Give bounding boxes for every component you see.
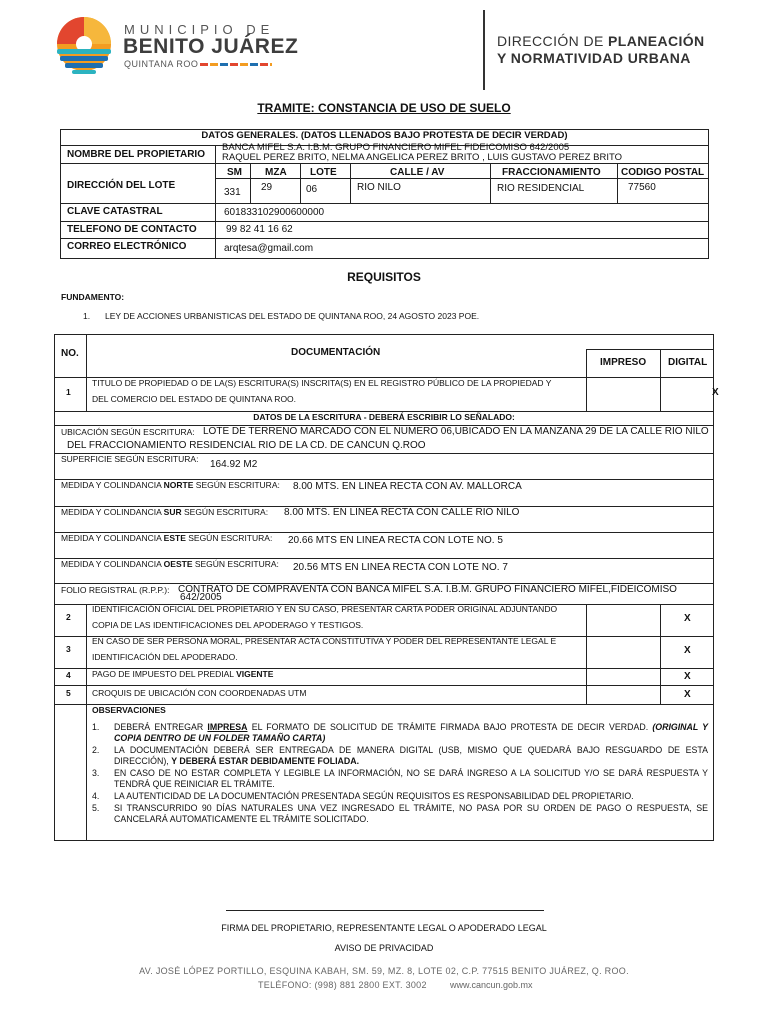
email-value: arqtesa@gmail.com [224,243,314,254]
tel-value: 99 82 41 16 62 [226,224,293,235]
row4-text: PAGO DE IMPUESTO DEL PREDIAL VIGENTE [92,669,274,679]
superficie-label: SUPERFICIE SEGÚN ESCRITURA: [61,454,199,464]
tel-label: TELEFONO DE CONTACTO [67,224,197,235]
direccion-line2: Y NORMATIVIDAD URBANA [497,50,691,66]
norte-label: MEDIDA Y COLINDANCIA NORTE SEGÚN ESCRITURA: [61,480,280,490]
oeste-label: MEDIDA Y COLINDANCIA OESTE SEGÚN ESCRITURA: [61,559,279,569]
municipio-name: BENITO JUÁREZ [123,35,299,58]
header-divider [483,10,485,90]
sur-value: 8.00 MTS. EN LINEA RECTA CON CALLE RIO NILO [284,507,520,518]
owner-label: NOMBRE DEL PROPIETARIO [67,149,205,160]
superficie-value: 164.92 M2 [210,459,258,470]
col-mza: MZA [265,167,287,178]
sm-value: 331 [224,187,241,198]
email-label: CORREO ELECTRÓNICO [67,241,187,252]
sur-label: MEDIDA Y COLINDANCIA SUR SEGÚN ESCRITURA: [61,507,269,517]
escritura-heading: DATOS DE LA ESCRITURA - DEBERÁ ESCRIBIR LO SEÑALADO: [253,412,515,422]
mza-value: 29 [261,182,273,193]
aviso-privacidad-link[interactable]: AVISO DE PRIVACIDAD [334,943,434,953]
ubicacion-label: UBICACIÓN SEGÚN ESCRITURA: [61,427,195,437]
row4-digital-mark: X [684,671,691,682]
fundamento-num: 1. [83,311,91,321]
address-label: DIRECCIÓN DEL LOTE [67,180,176,191]
observacion-item: 4. LA AUTENTICIDAD DE LA DOCUMENTACIÓN PRESENTADA SEGÚN REQUISITOS ES RESPONSABILIDAD DEL PROPIETARIO. [92,790,634,801]
este-label: MEDIDA Y COLINDANCIA ESTE SEGÚN ESCRITURA: [61,533,273,543]
observacion-item: 3. EN CASO DE NO ESTAR COMPLETA Y LEGIBLE LA INFORMACIÓN, NO SE DARÁ INGRESO A LA SOLICITUD Y/O SE DARÁ RESPUESTA Y TENDRÁ QUE REINICIAR EL TRÁMITE. [92,767,708,789]
folio-line1: CONTRATO DE COMPRAVENTA CON BANCA MIFEL S.A. I.B.M. GRUPO FINANCIERO MIFEL,FIDEICOMISO [178,584,677,595]
row2-no: 2 [66,612,71,622]
folio-label: FOLIO REGISTRAL (R.P.P.): [61,585,170,595]
page-title: TRAMITE: CONSTANCIA DE USO DE SUELO [257,101,511,115]
col-calle: CALLE / AV [390,167,445,178]
row3-digital-mark: X [684,645,691,656]
row4-no: 4 [66,670,71,680]
municipio-logo-icon [54,16,114,76]
lote-value: 06 [306,184,318,195]
fundamento-text: LEY DE ACCIONES URBANISTICAS DEL ESTADO DE QUINTANA ROO, 24 AGOSTO 2023 POE. [105,311,480,321]
observacion-item: 5. SI TRANSCURRIDO 90 DÍAS NATURALES UNA VEZ INGRESADO EL TRÁMITE, NO PASA POR SU ORDEN DE PAGO O RESPUESTA, SE CANCELARÁ AUTOMATICAMENTE EL TRÁMITE SOLICITADO. [92,802,708,824]
row5-digital-mark: X [684,689,691,700]
clave-label: CLAVE CATASTRAL [67,206,163,217]
col-codigo-postal: CODIGO POSTAL [621,167,705,178]
general-heading: DATOS GENERALES. (DATOS LLENADOS BAJO PROTESTA DE DECIR VERDAD) [201,130,568,141]
requisitos-title: REQUISITOS [347,270,421,284]
observaciones-list [90,722,708,826]
header-documentacion: DOCUMENTACIÓN [291,347,381,358]
footer-website-link[interactable]: www.cancun.gob.mx [450,980,533,990]
footer-address: AV. JOSÉ LÓPEZ PORTILLO, ESQUINA KABAH, SM. 59, MZ. 8, LOTE 02, C.P. 77515 BENITO JUÁREZ, Q. ROO. [139,966,629,976]
row5-text: CROQUIS DE UBICACIÓN CON COORDENADAS UTM [92,688,307,698]
clave-value: 601833102900600000 [224,207,325,218]
col-fraccionamiento: FRACCIONAMIENTO [502,167,601,178]
municipio-label: MUNICIPIO DE [124,22,275,37]
footer-phone: TELÉFONO: (998) 881 2800 EXT. 3002 [258,980,427,990]
observacion-item: 2. LA DOCUMENTACIÓN DEBERÁ SER ENTREGADA DE MANERA DIGITAL (USB, MISMO QUE QUEDARÁ BAJO RESGUARDO DE ESTA DIRECCIÓN), Y DEBERÁ ESTAR DEBIDAMENTE FOLIADA. [92,744,708,766]
observacion-item: 1. DEBERÁ ENTREGAR IMPRESA EL FORMATO DE SOLICITUD DE TRÁMITE FIRMADA BAJO PROTESTA DE DECIR VERDAD. (ORIGINAL Y COPIA DENTRO DE UN FOLDER TAMAÑO CARTA) [92,722,708,743]
fundamento-label: FUNDAMENTO: [61,292,125,302]
este-value: 20.66 MTS EN LINEA RECTA CON LOTE NO. 5 [288,535,503,546]
calle-value: RIO NILO [357,182,401,193]
row5-no: 5 [66,688,71,698]
row2-line2: COPIA DE LAS IDENTIFICACIONES DEL APODERAGO Y TESTIGOS. [92,620,364,630]
folio-line2: 642/2005 [180,592,222,603]
oeste-value: 20.56 MTS EN LINEA RECTA CON LOTE NO. 7 [293,562,508,573]
observaciones-title: OBSERVACIONES [92,705,166,715]
row2-digital-mark: X [684,613,691,624]
row1-line2: DEL COMERCIO DEL ESTADO DE QUINTANA ROO. [92,394,297,404]
norte-value: 8.00 MTS. EN LINEA RECTA CON AV. MALLORCA [293,481,522,492]
header-impreso: IMPRESO [600,357,647,368]
color-stripe [200,63,272,66]
ubicacion-line1: LOTE DE TERRENO MARCADO CON EL NUMERO 06,UBICADO EN LA MANZANA 29 DE LA CALLE RIO NILO [203,426,709,437]
row3-line2: IDENTIFICACIÓN DEL APODERADO. [92,652,238,662]
firma-label: FIRMA DEL PROPIETARIO, REPRESENTANTE LEGAL O APODERADO LEGAL [221,923,547,933]
estado-label: QUINTANA ROO [124,59,199,69]
row2-line1: IDENTIFICACIÓN OFICIAL DEL PROPIETARIO Y EN SU CASO, PRESENTAR CARTA PODER ORIGINAL ADJUNTANDO [92,604,558,614]
col-sm: SM [227,167,242,178]
row1-digital-mark: X [712,387,719,398]
header-no: NO. [61,348,79,359]
row1-line1: TITULO DE PROPIEDAD O DE LA(S) ESCRITURA(S) INSCRITA(S) EN EL REGISTRO PÚBLICO DE LA PROPIEDAD Y [92,378,552,388]
direccion-line1: DIRECCIÓN DE PLANEACIÓN [497,33,705,49]
row3-no: 3 [66,644,71,654]
col-lote: LOTE [310,167,337,178]
signature-line [226,910,544,911]
header-digital: DIGITAL [668,357,708,368]
row3-line1: EN CASO DE SER PERSONA MORAL, PRESENTAR ACTA CONSTITUTIVA Y PODER DEL REPRESENTANTE LEGAL E [92,636,557,646]
fraccionamiento-value: RIO RESIDENCIAL [497,183,585,194]
row1-no: 1 [66,387,71,397]
codigo-postal-value: 77560 [628,182,656,193]
ubicacion-line2: DEL FRACCIONAMIENTO RESIDENCIAL RIO DE LA CD. DE CANCUN Q.ROO [67,440,426,451]
owner-line2: RAQUEL PEREZ BRITO, NELMA ANGELICA PEREZ BRITO , LUIS GUSTAVO PEREZ BRITO [222,152,622,163]
owner-line1: BANCA MIFEL S.A. I.B.M. GRUPO FINANCIERO MIFEL FIDEICOMISO 642/2005 [222,142,570,153]
